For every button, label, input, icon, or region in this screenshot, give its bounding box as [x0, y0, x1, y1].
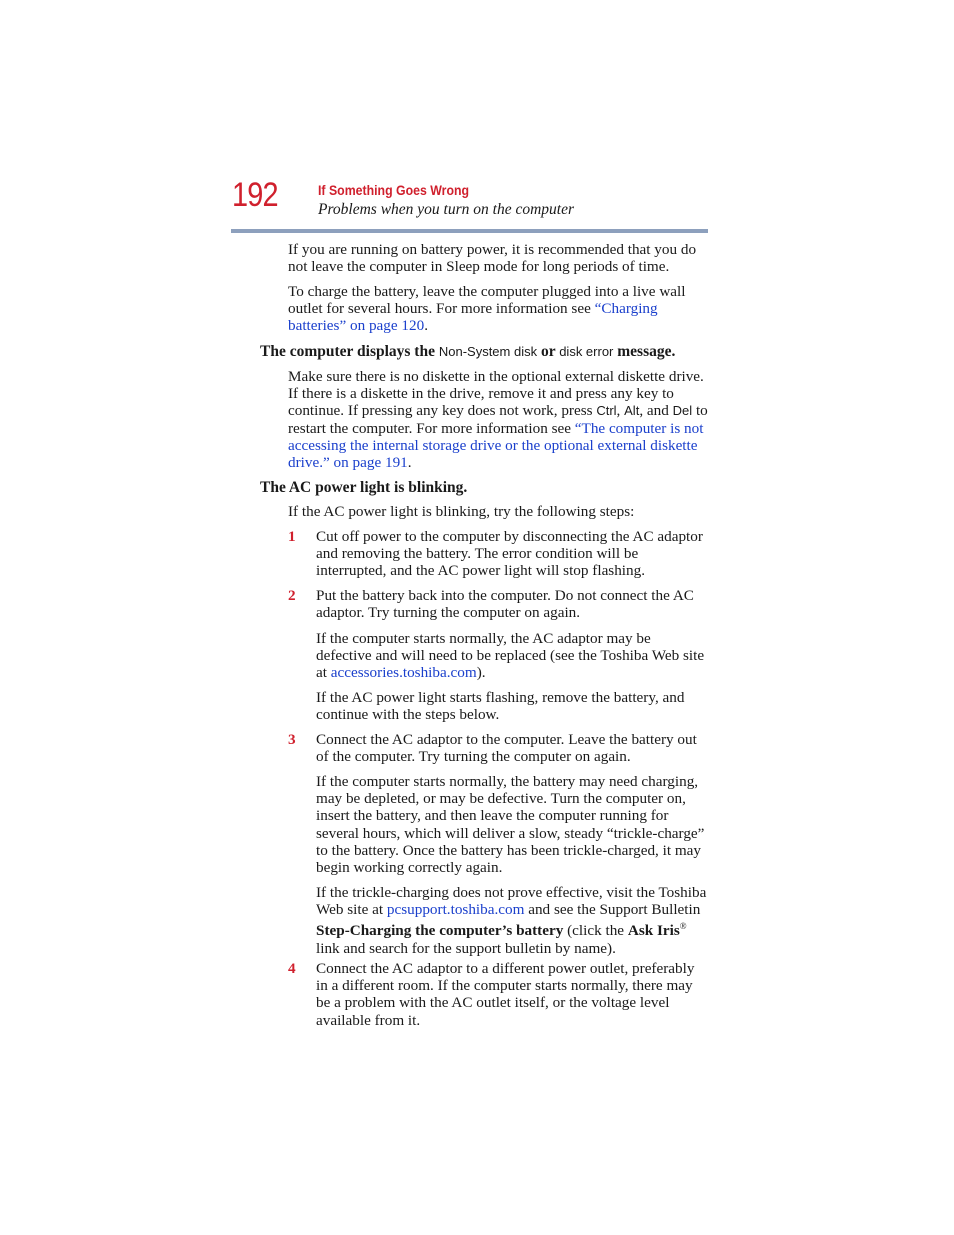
step-3-note-2-d: link and search for the support bulletin by name). [316, 939, 616, 957]
header-rule [231, 229, 708, 233]
pcsupport-link[interactable]: pcsupport.toshiba.com [386, 901, 525, 919]
section-title: Problems when you turn on the computer [318, 201, 574, 218]
key-alt: Alt [624, 403, 640, 419]
registered-mark: ® [679, 921, 687, 932]
step-3-note-2-b: and see the Support Bulletin [524, 901, 701, 919]
heading-part-b: or [537, 343, 560, 360]
battery-sleep-paragraph: If you are running on battery power, it is recommended that you do not leave the computer in Sleep mode for long periods of time. [288, 241, 697, 276]
step-2-text: Put the battery back into the computer. Do not connect the AC adaptor. Try turning the computer on again. [316, 587, 694, 622]
ac-intro-paragraph: If the AC power light is blinking, try the following steps: [288, 503, 635, 520]
heading-part-c: message. [613, 343, 676, 360]
charging-batteries-link[interactable]: “Charging batteries” on page 120 [288, 300, 658, 335]
step-4-text: Connect the AC adaptor to a different power outlet, preferably in a different room. If the computer starts normally, there may be a problem with the AC outlet itself, or the voltage level available from it. [316, 960, 695, 1029]
diskette-paragraph [288, 368, 708, 471]
page-number: 192 [232, 176, 278, 214]
code-disk-error: disk error [559, 344, 614, 359]
key-sep-2: , and [639, 402, 673, 420]
step-3-note-2-a: If the trickle-charging does not prove effective, visit the Toshiba Web site at [316, 884, 707, 919]
step-3-note-2 [316, 884, 708, 957]
storage-drive-link[interactable]: “The computer is not accessing the internal storage drive or the optional external diskette drive.” on page 191 [288, 419, 704, 472]
step-1-number: 1 [288, 528, 296, 545]
key-ctrl: Ctrl [596, 403, 617, 419]
step-3-text: Connect the AC adaptor to the computer. Leave the battery out of the computer. Try turning the computer on again. [316, 731, 697, 766]
step-2-note-2: If the AC power light starts flashing, remove the battery, and continue with the steps below. [316, 689, 685, 724]
step-2-note-1-b: ). [476, 664, 486, 682]
ask-iris-label: Ask Iris [627, 922, 680, 940]
step-1-text: Cut off power to the computer by disconnecting the AC adaptor and removing the battery. The error condition will be interrupted, and the AC power light will stop flashing. [316, 528, 703, 580]
diskette-text-a: Make sure there is no diskette in the optional external diskette drive. If there is a diskette in the drive, remove it and press any key to continue. If pressing any key does not work, press [288, 368, 704, 420]
heading-part-a: The computer displays the [260, 343, 439, 360]
chapter-title: If Something Goes Wrong [318, 182, 470, 198]
non-system-disk-heading [260, 343, 675, 360]
diskette-text-b: to restart the computer. For more information see [288, 402, 708, 437]
step-3-note-1: If the computer starts normally, the battery may need charging, may be depleted, or may be defective. Turn the computer on, insert the battery, and then leave the computer running for several hours, which will deliver a slow, steady “trickle-charge” to the battery. Once the battery has been trickle-charged, it may begin working correctly again. [316, 773, 705, 877]
charge-end: . [424, 317, 429, 335]
charge-text: To charge the battery, leave the computer plugged into a live wall outlet for several hours. For more information see [288, 283, 686, 318]
step-4-number: 4 [288, 960, 296, 977]
accessories-link[interactable]: accessories.toshiba.com [330, 664, 477, 682]
step-2-number: 2 [288, 587, 296, 604]
step-2-note-1 [316, 630, 708, 682]
step-3-note-2-c: (click the [563, 922, 628, 940]
step-2-note-1-a: If the computer starts normally, the AC adaptor may be defective and will need to be replaced (see the Toshiba Web site at [316, 630, 705, 682]
diskette-end: . [407, 454, 412, 472]
charge-battery-paragraph [288, 283, 708, 335]
key-sep-1: , [616, 402, 625, 420]
key-del: Del [672, 403, 693, 419]
ac-power-heading: The AC power light is blinking. [260, 479, 468, 496]
code-non-system-disk: Non-System disk [438, 344, 538, 359]
step-3-number: 3 [288, 731, 296, 748]
bulletin-title: Step-Charging the computer’s battery [316, 922, 564, 940]
